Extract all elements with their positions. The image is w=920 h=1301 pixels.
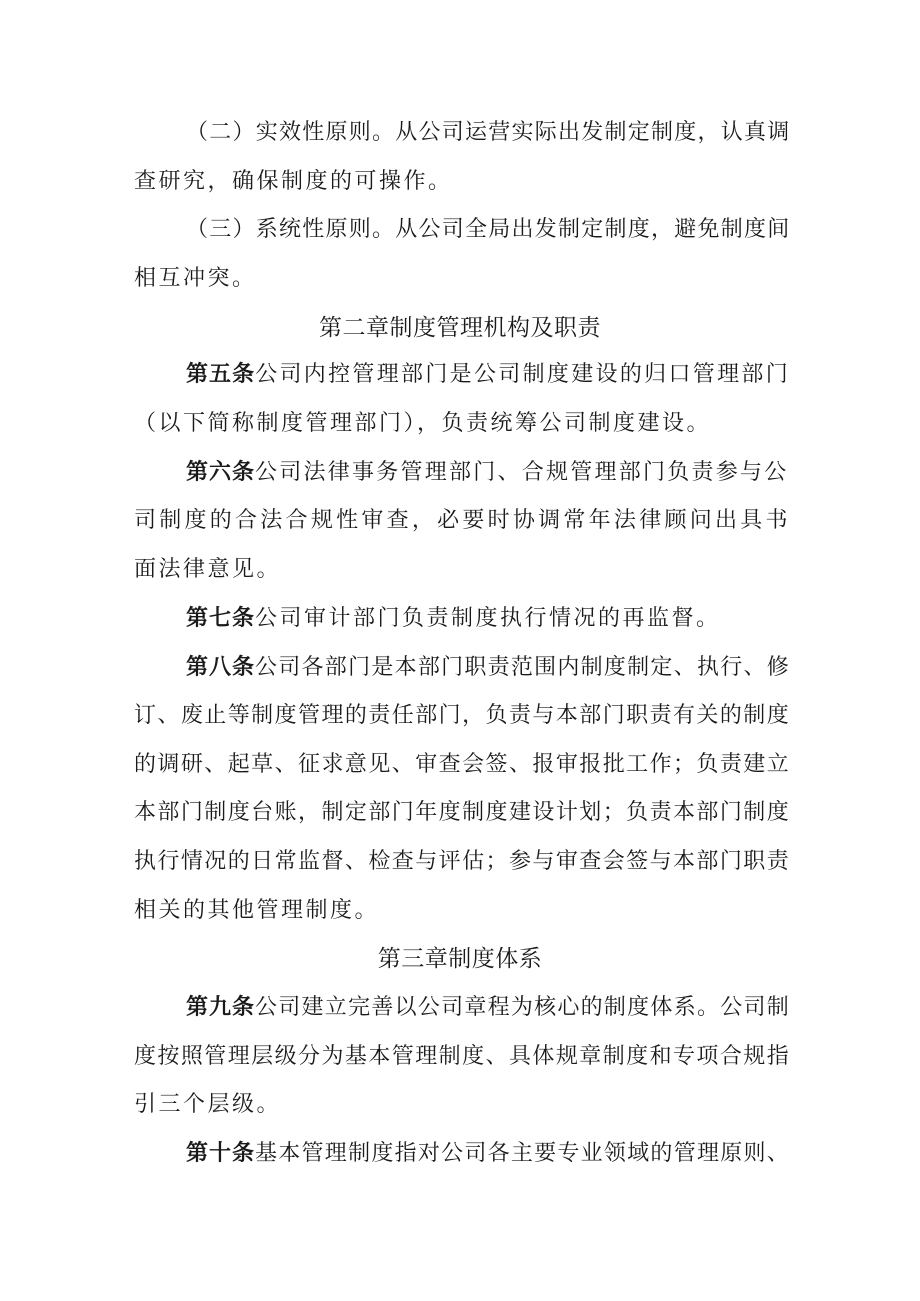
article-line: 面法律意见。 xyxy=(134,557,282,582)
article-line: 司制度的合法合规性审查，必要时协调常年法律顾问出具书 xyxy=(134,508,790,533)
article-line: 度按照管理层级分为基本管理制度、具体规章制度和专项合规指 xyxy=(134,1044,790,1069)
article-line xyxy=(186,359,790,391)
paragraph-line: （二）实效性原则。从公司运营实际出发制定制度，认真调 xyxy=(186,120,791,145)
article-line: 订、废止等制度管理的责任部门，负责与本部门职责有关的制度 xyxy=(134,703,790,728)
article-label: 第六条 xyxy=(186,460,256,485)
article-line xyxy=(186,1138,790,1170)
article-line: 相关的其他管理制度。 xyxy=(134,898,380,923)
article-label: 第五条 xyxy=(186,362,256,387)
article-text: 公司各部门是本部门职责范围内制度制定、执行、修 xyxy=(255,655,790,680)
article-line xyxy=(186,603,790,635)
chapter-title: 第二章制度管理机构及职责 xyxy=(319,315,601,341)
article-line: 的调研、起草、征求意见、审查会签、报审报批工作；负责建立 xyxy=(134,752,790,777)
chapter-title: 第三章制度体系 xyxy=(377,946,543,972)
article-line: 本部门制度台账，制定部门年度制度建设计划；负责本部门制度 xyxy=(134,800,790,825)
article-label: 第七条 xyxy=(186,606,256,631)
article-line: 引三个层级。 xyxy=(134,1092,282,1117)
article-line xyxy=(186,992,790,1024)
article-text: 基本管理制度指对公司各主要专业领域的管理原则、 xyxy=(255,1141,790,1166)
article-line: 执行情况的日常监督、检查与评估；参与审查会签与本部门职责 xyxy=(134,849,790,874)
article-text: 公司法律事务管理部门、合规管理部门负责参与公 xyxy=(255,460,789,485)
paragraph-line: 相互冲突。 xyxy=(134,266,257,291)
article-line: （以下简称制度管理部门），负责统筹公司制度建设。 xyxy=(134,411,712,436)
article-text: 公司建立完善以公司章程为核心的制度体系。公司制 xyxy=(255,995,790,1020)
article-text: 公司审计部门负责制度执行情况的再监督。 xyxy=(255,606,721,631)
article-text: 公司内控管理部门是公司制度建设的归口管理部门 xyxy=(255,362,790,387)
article-label: 第十条 xyxy=(186,1141,256,1166)
paragraph-line: （三）系统性原则。从公司全局出发制定制度，避免制度间 xyxy=(186,217,791,242)
article-label: 第九条 xyxy=(186,995,256,1020)
article-line xyxy=(186,457,790,489)
article-label: 第八条 xyxy=(186,655,256,680)
article-line xyxy=(186,652,790,684)
paragraph-line: 查研究，确保制度的可操作。 xyxy=(134,169,453,194)
